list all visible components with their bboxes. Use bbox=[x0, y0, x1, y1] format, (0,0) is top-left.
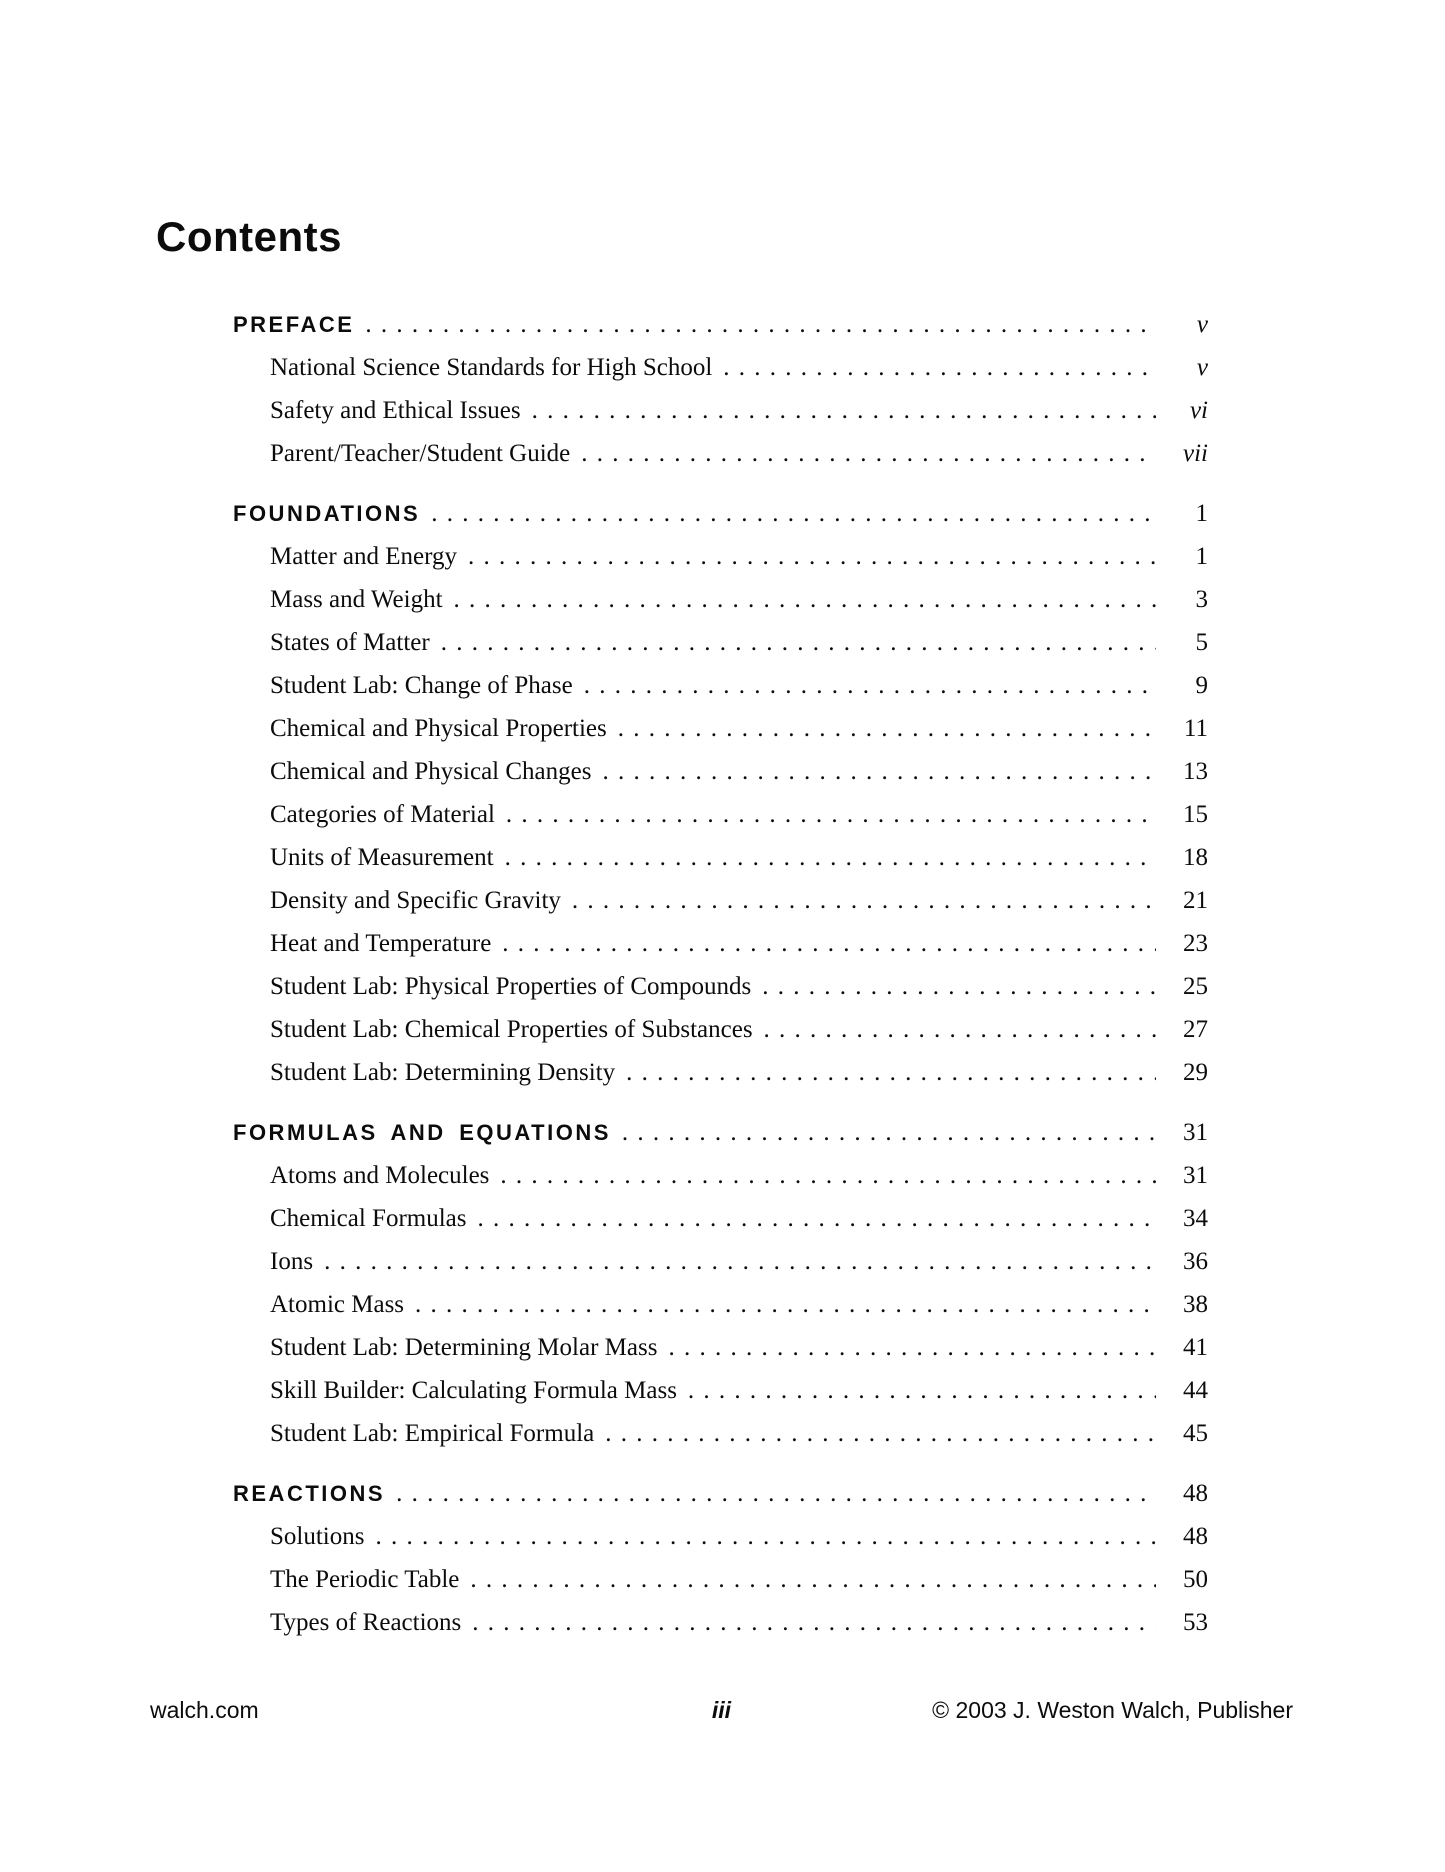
dot-leader bbox=[454, 578, 1156, 621]
toc-entry-page-number: 5 bbox=[1195, 629, 1208, 656]
dot-leader bbox=[572, 879, 1156, 922]
toc-entry bbox=[233, 1008, 1208, 1051]
dot-leader bbox=[618, 707, 1156, 750]
dot-leader bbox=[626, 1051, 1156, 1094]
toc-section-heading-page-number: 48 bbox=[1183, 1480, 1208, 1507]
toc-entry-label: Student Lab: Chemical Properties of Substances bbox=[270, 1016, 753, 1043]
toc-entry-label: Categories of Material bbox=[270, 801, 495, 828]
toc-section-heading bbox=[233, 303, 1208, 346]
dot-leader bbox=[470, 1558, 1156, 1601]
dot-leader bbox=[668, 1326, 1156, 1369]
dot-leader bbox=[415, 1283, 1156, 1326]
toc-entry-page-number: 3 bbox=[1195, 586, 1208, 613]
dot-leader bbox=[602, 750, 1156, 793]
toc-section-heading-page-number: 31 bbox=[1183, 1119, 1208, 1146]
toc-entry-label: Mass and Weight bbox=[270, 586, 443, 613]
toc-entry bbox=[233, 1240, 1208, 1283]
dot-leader bbox=[502, 922, 1156, 965]
toc-entry-label: Student Lab: Empirical Formula bbox=[270, 1420, 595, 1447]
dot-leader bbox=[762, 965, 1156, 1008]
toc-entry-label: Safety and Ethical Issues bbox=[270, 397, 521, 424]
toc-entry bbox=[233, 1283, 1208, 1326]
toc-entry-page-number: 27 bbox=[1183, 1016, 1208, 1043]
toc-entry bbox=[233, 389, 1208, 432]
footer-copyright: © 2003 J. Weston Walch, Publisher bbox=[932, 1697, 1293, 1723]
toc-section-heading bbox=[233, 1111, 1208, 1154]
toc-section-heading bbox=[233, 1472, 1208, 1515]
toc-entry-page-number: 1 bbox=[1195, 543, 1208, 570]
toc-entry-page-number: 50 bbox=[1183, 1566, 1208, 1593]
toc-entry-label: Atomic Mass bbox=[270, 1291, 405, 1318]
toc-entry-label: National Science Standards for High School bbox=[270, 354, 713, 381]
toc-entry bbox=[233, 1558, 1208, 1601]
toc-section-heading-label: REACTIONS bbox=[233, 1481, 386, 1506]
dot-leader bbox=[396, 1472, 1156, 1515]
toc-entry bbox=[233, 879, 1208, 922]
toc-entry-page-number: 29 bbox=[1183, 1059, 1208, 1086]
toc-entry-label: Student Lab: Determining Molar Mass bbox=[270, 1334, 658, 1361]
toc-entry-label: Student Lab: Determining Density bbox=[270, 1059, 616, 1086]
toc-entry-page-number: 11 bbox=[1183, 715, 1208, 742]
toc-entry-label: Chemical Formulas bbox=[270, 1205, 467, 1232]
toc-entry bbox=[233, 1197, 1208, 1240]
toc-entry bbox=[233, 793, 1208, 836]
toc-entry-page-number: 36 bbox=[1183, 1248, 1208, 1275]
toc-entry-page-number: 18 bbox=[1183, 844, 1208, 871]
dot-leader bbox=[431, 492, 1156, 535]
footer-folio-page-number: iii bbox=[711, 1697, 732, 1723]
dot-leader bbox=[505, 836, 1156, 879]
toc-entry-page-number: 44 bbox=[1183, 1377, 1208, 1404]
toc-entry bbox=[233, 1154, 1208, 1197]
toc-entry-label: Chemical and Physical Properties bbox=[270, 715, 607, 742]
toc-entry-label: Units of Measurement bbox=[270, 844, 494, 871]
toc-section-heading-page-number: v bbox=[1196, 311, 1208, 338]
toc-entry-page-number: 9 bbox=[1195, 672, 1208, 699]
toc-entry bbox=[233, 535, 1208, 578]
toc-entry-page-number: 38 bbox=[1183, 1291, 1208, 1318]
toc-entry bbox=[233, 1369, 1208, 1412]
toc-entry-label: The Periodic Table bbox=[270, 1566, 460, 1593]
toc-entry-label: Matter and Energy bbox=[270, 543, 457, 570]
toc-entry bbox=[233, 432, 1208, 475]
dot-leader bbox=[478, 1197, 1157, 1240]
toc-entry-page-number: 31 bbox=[1183, 1162, 1208, 1189]
dot-leader bbox=[688, 1369, 1156, 1412]
toc-entry bbox=[233, 922, 1208, 965]
dot-leader bbox=[584, 664, 1156, 707]
toc-entry-label: Student Lab: Change of Phase bbox=[270, 672, 573, 699]
toc-entry bbox=[233, 664, 1208, 707]
toc-entry-label: Heat and Temperature bbox=[270, 930, 492, 957]
dot-leader bbox=[622, 1111, 1156, 1154]
toc-entry-label: Student Lab: Physical Properties of Compounds bbox=[270, 973, 752, 1000]
dot-leader bbox=[324, 1240, 1156, 1283]
toc-entry-page-number: 15 bbox=[1183, 801, 1208, 828]
toc-entry-page-number: 34 bbox=[1183, 1205, 1208, 1232]
toc-entry-page-number: 21 bbox=[1183, 887, 1208, 914]
toc-entry-page-number: vi bbox=[1189, 397, 1208, 424]
toc-entry bbox=[233, 1326, 1208, 1369]
dot-leader bbox=[532, 389, 1156, 432]
toc-entry bbox=[233, 1051, 1208, 1094]
toc-entry bbox=[233, 750, 1208, 793]
toc-entry-page-number: 23 bbox=[1183, 930, 1208, 957]
toc-entry-label: Ions bbox=[270, 1248, 314, 1275]
toc-entry-page-number: v bbox=[1196, 354, 1208, 381]
toc-entry bbox=[233, 707, 1208, 750]
toc-section-heading-label: FOUNDATIONS bbox=[233, 501, 421, 526]
toc-entry bbox=[233, 1515, 1208, 1558]
toc-entry-label: Chemical and Physical Changes bbox=[270, 758, 592, 785]
dot-leader bbox=[764, 1008, 1156, 1051]
footer-website: walch.com bbox=[150, 1697, 259, 1723]
dot-leader bbox=[500, 1154, 1156, 1197]
dot-leader bbox=[605, 1412, 1156, 1455]
dot-leader bbox=[375, 1515, 1156, 1558]
dot-leader bbox=[723, 346, 1156, 389]
dot-leader bbox=[506, 793, 1156, 836]
toc-entry bbox=[233, 836, 1208, 879]
toc-entry-label: States of Matter bbox=[270, 629, 430, 656]
page-title: Contents bbox=[156, 213, 342, 260]
dot-leader bbox=[472, 1601, 1156, 1644]
dot-leader bbox=[581, 432, 1156, 475]
toc-entry bbox=[233, 965, 1208, 1008]
toc-entry bbox=[233, 346, 1208, 389]
toc-entry-page-number: 41 bbox=[1183, 1334, 1208, 1361]
toc-section-heading-label: FORMULAS AND EQUATIONS bbox=[233, 1120, 611, 1145]
toc-entry-page-number: 25 bbox=[1183, 973, 1208, 1000]
toc-section-heading-label: PREFACE bbox=[233, 312, 355, 337]
dot-leader bbox=[468, 535, 1156, 578]
dot-leader bbox=[365, 303, 1156, 346]
table-of-contents bbox=[233, 303, 1208, 1644]
toc-entry-label: Solutions bbox=[270, 1523, 365, 1550]
dot-leader bbox=[441, 621, 1156, 664]
toc-entry-page-number: 45 bbox=[1183, 1420, 1208, 1447]
toc-entry-label: Density and Specific Gravity bbox=[270, 887, 561, 914]
toc-entry bbox=[233, 1601, 1208, 1644]
toc-entry-page-number: vii bbox=[1183, 440, 1208, 467]
toc-entry-label: Skill Builder: Calculating Formula Mass bbox=[270, 1377, 677, 1404]
toc-entry-page-number: 13 bbox=[1183, 758, 1208, 785]
toc-entry-page-number: 53 bbox=[1183, 1609, 1208, 1636]
toc-entry-page-number: 48 bbox=[1183, 1523, 1208, 1550]
toc-entry bbox=[233, 621, 1208, 664]
toc-entry bbox=[233, 1412, 1208, 1455]
page-footer bbox=[150, 1697, 1293, 1723]
toc-section-heading-page-number: 1 bbox=[1195, 500, 1208, 527]
toc-entry-label: Parent/Teacher/Student Guide bbox=[270, 440, 571, 467]
toc-entry-label: Types of Reactions bbox=[270, 1609, 462, 1636]
toc-entry bbox=[233, 578, 1208, 621]
toc-section-heading bbox=[233, 492, 1208, 535]
toc-entry-label: Atoms and Molecules bbox=[270, 1162, 490, 1189]
